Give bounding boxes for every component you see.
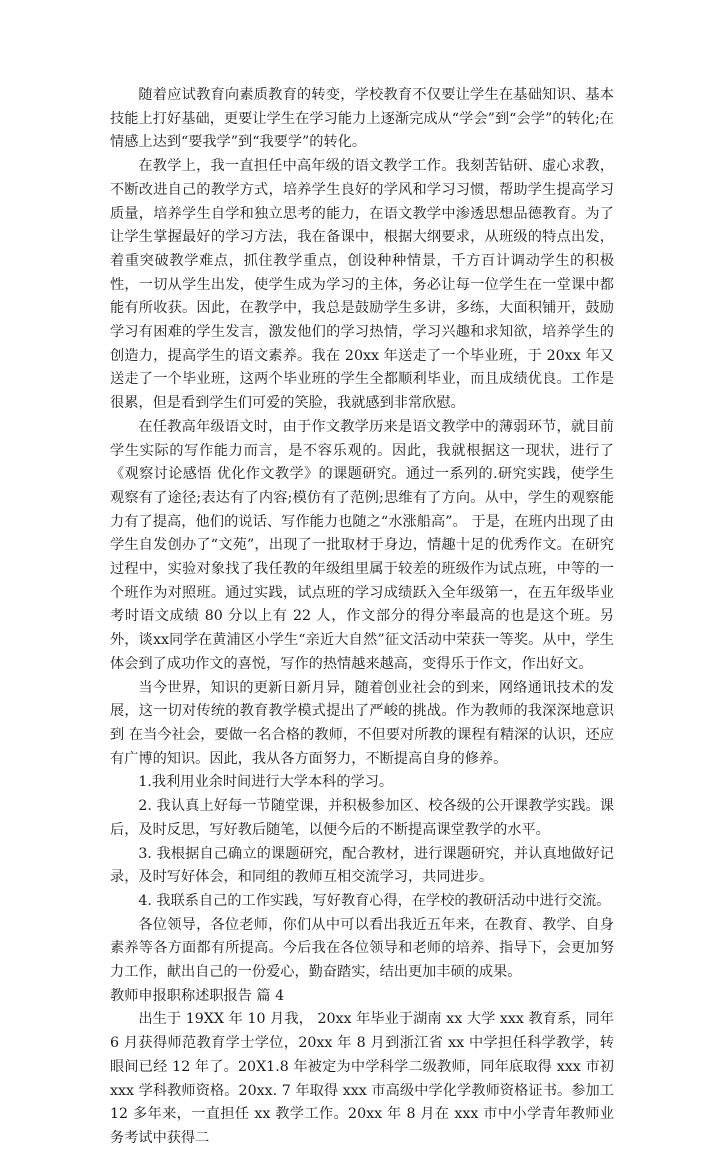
paragraph-biography: 出生于 19XX 年 10 月我， 20xx 年毕业于湖南 xx 大学 xxx 教育系，同年 6 月获得师范教育学士学位，20xx 年 8 月到浙江省 xx 中学担任科学教学，转眼间已经 12 年了。20X1.8 年被定为中学科学二级教师，同年底取得 xxx 市初 xxx 学科教师资格。20xx. 7 年取得 xxx 市高级中学化学教师资格证书。参加工 12 多年来，一直担任 xx 教学工作。20xx 年 8 月在 xxx 市中小学青年教师业务考试中获得二 bbox=[110, 1011, 614, 1146]
paragraph-education-shift: 随着应试教育向素质教育的转变，学校教育不仅要让学生在基础知识、基本技能上打好基础，更要让学生在学习能力上逐渐完成从“学会”到“会学”的转化;在情感上达到“要我学”到“我要学”的转化。 bbox=[110, 87, 614, 151]
section-heading: 教师申报职称述职报告 篇 4 bbox=[110, 987, 285, 1004]
paragraph-self-improvement: 当今世界，知识的更新日新月异，随着创业社会的到来，网络通讯技术的发展，这一切对传统的教育教学模式提出了严峻的挑战。作为教师的我深深地意识到 在当今社会，要做一名合格的教师，不但要对所教的课程有精深的认识，还应有广博的知识。因此，我从各方面努力，不断提高自身的修养。 bbox=[110, 679, 614, 767]
document-body bbox=[110, 84, 614, 1151]
list-item-2: 2. 我认真上好每一节随堂课，并积极参加区、校各级的公开课教学实践。课后，及时反思，写好教后随笔，以便今后的不断提高课堂教学的水平。 bbox=[110, 798, 614, 838]
list-item-1: 1.我利用业余时间进行大学本科的学习。 bbox=[138, 774, 394, 791]
paragraph-composition-research: 在任教高年级语文时，由于作文教学历来是语文教学中的薄弱环节，就目前学生实际的写作能力而言，是不容乐观的。因此，我就根据这一现状，进行了《观察讨论感悟 优化作文教学》的课题研究。通过一系列的.研究实践，使学生观察有了途径;表达有了内容;模仿有了范例;思维有了方向。从中，学生的观察能力有了提高，他们的说话、写作能力也随之“水涨船高”。 于是，在班内出现了由学生自发创办了“文苑”，出现了一批取材于身边，情趣十足的优秀作文。在研究过程中，实验对象找了我任教的年级组里属于较差的班级作为试点班，中等的一个班作为对照班。通过实践，试点班的学习成绩跃入全年级第一，在五年级毕业考时语文成绩 80 分以上有 22 人，作文部分的得分率最高的也是这个班。另外，谈xx同学在黄浦区小学生“亲近大自然”征文活动中荣获一等奖。从中，学生体会到了成功作文的喜悦，写作的热情越来越高，变得乐于作文，作出好文。 bbox=[110, 418, 614, 672]
paragraph-teaching-work: 在教学上，我一直担任中高年级的语文教学工作。我刻苦钻研、虚心求教，不断改进自己的教学方式，培养学生良好的学风和学习习惯，帮助学生提高学习质量，培养学生自学和独立思考的能力，在语文教学中渗透思想品德教育。为了让学生掌握最好的学习方法，我在备课中，根据大纲要求，从班级的特点出发，着重突破教学难点，抓住教学重点，创设种种情景，千方百计调动学生的积极性，一切从学生出发，使学生成为学习的主体，务必让每一位学生在一堂课中都能有所收获。因此，在教学中，我总是鼓励学生多讲，多练，大面积铺开，鼓励学习有困难的学生发言，激发他们的学习热情，学习兴趣和求知欲，培养学生的创造力，提高学生的语文素养。我在 20xx 年送走了一个毕业班，于 20xx 年又送走了一个毕业班，这两个毕业班的学生全都顺利毕业，而且成绩优良。工作是很累，但是看到学生们可爱的笑脸，我就感到非常欣慰。 bbox=[110, 158, 614, 412]
paragraph-conclusion: 各位领导，各位老师，你们从中可以看出我近五年来，在教育、教学、自身素养等各方面都有所提高。今后我在各位领导和老师的培养、指导下，会更加努力工作，献出自己的一份爱心，勤奋踏实，结出更加丰硕的成果。 bbox=[110, 916, 614, 981]
list-item-4: 4. 我联系自己的工作实践，写好教育心得，在学校的教研活动中进行交流。 bbox=[138, 892, 611, 909]
list-item-3: 3. 我根据自己确立的课题研究，配合教材，进行课题研究，并认真地做好记录，及时写好体会，和同组的教师互相交流学习，共同进步。 bbox=[110, 845, 614, 886]
